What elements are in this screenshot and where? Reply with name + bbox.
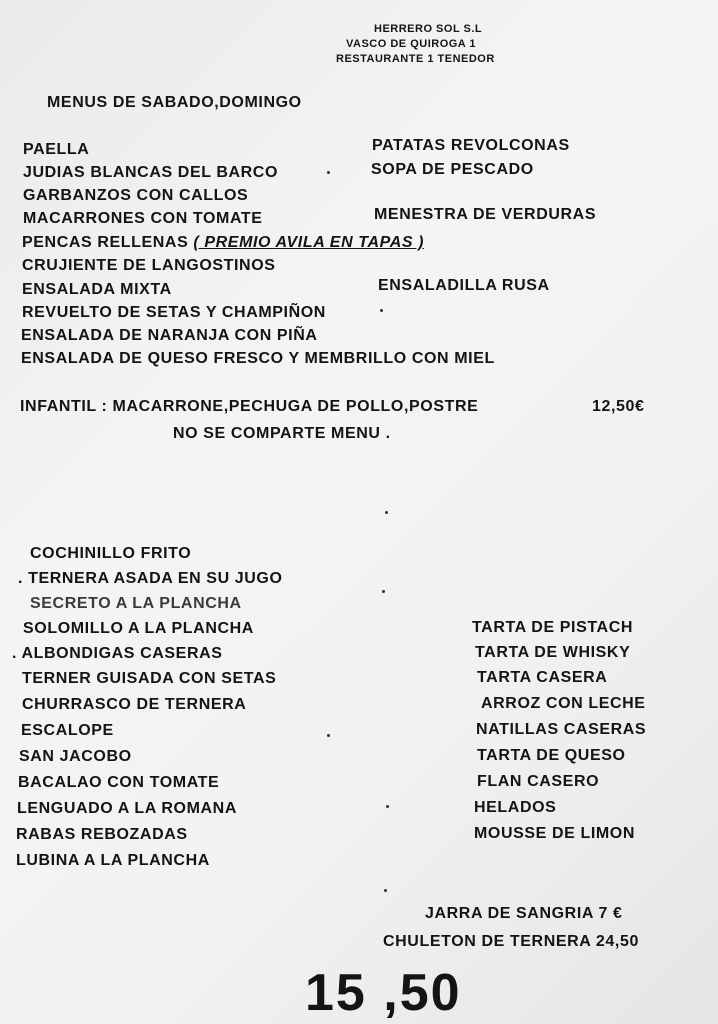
paper-speck bbox=[382, 590, 385, 593]
main-course-item: LENGUADO A LA ROMANA bbox=[17, 800, 237, 817]
main-course-item: SOLOMILLO A LA PLANCHA bbox=[23, 620, 254, 637]
first-course-item: ENSALADA DE NARANJA CON PIÑA bbox=[21, 327, 318, 344]
first-course-item: MACARRONES CON TOMATE bbox=[23, 210, 263, 227]
first-course-item-right: ENSALADILLA RUSA bbox=[378, 277, 550, 294]
restaurant-category: RESTAURANTE 1 TENEDOR bbox=[336, 53, 495, 65]
first-course-item-right: MENESTRA DE VERDURAS bbox=[374, 206, 597, 223]
dessert-item: TARTA DE QUESO bbox=[477, 747, 626, 764]
main-course-item: COCHINILLO FRITO bbox=[30, 545, 192, 562]
first-course-item: ENSALADA DE QUESO FRESCO Y MEMBRILLO CON MIEL bbox=[21, 350, 495, 367]
paper-speck bbox=[327, 734, 330, 737]
dessert-item: TARTA CASERA bbox=[477, 669, 608, 686]
main-course-item: SAN JACOBO bbox=[19, 748, 132, 765]
dessert-item: NATILLAS CASERAS bbox=[476, 721, 647, 738]
paper-speck bbox=[385, 511, 388, 514]
kids-menu: INFANTIL : MACARRONE,PECHUGA DE POLLO,POSTRE bbox=[20, 398, 479, 415]
main-course-item: ESCALOPE bbox=[21, 722, 114, 739]
dessert-item: FLAN CASERO bbox=[477, 773, 600, 790]
main-course-item: . ALBONDIGAS CASERAS bbox=[12, 645, 223, 662]
first-course-item: CRUJIENTE DE LANGOSTINOS bbox=[22, 257, 276, 274]
first-course-item: REVUELTO DE SETAS Y CHAMPIÑON bbox=[22, 304, 326, 321]
paper-speck bbox=[327, 171, 330, 174]
sangria-price: JARRA DE SANGRIA 7 € bbox=[425, 905, 623, 922]
company-name: HERRERO SOL S.L bbox=[374, 23, 483, 35]
main-course-item: CHURRASCO DE TERNERA bbox=[22, 696, 247, 713]
main-course-item: TERNER GUISADA CON SETAS bbox=[22, 670, 277, 687]
first-course-label: PENCAS RELLENAS bbox=[22, 234, 189, 251]
dessert-item: TARTA DE PISTACH bbox=[472, 619, 633, 636]
main-course-item: BACALAO CON TOMATE bbox=[18, 774, 220, 791]
sharing-note: NO SE COMPARTE MENU . bbox=[173, 425, 391, 442]
main-course-item: SECRETO A LA PLANCHA bbox=[30, 595, 242, 612]
first-course-item-right: SOPA DE PESCADO bbox=[371, 161, 534, 178]
first-course-item bbox=[22, 233, 424, 253]
first-course-item-right: PATATAS REVOLCONAS bbox=[372, 137, 570, 154]
award-note: ( PREMIO AVILA EN TAPAS ) bbox=[193, 234, 425, 251]
paper-speck bbox=[380, 309, 383, 312]
chuleton-price: CHULETON DE TERNERA 24,50 bbox=[383, 933, 639, 950]
dessert-item: HELADOS bbox=[474, 799, 557, 816]
dessert-item: TARTA DE WHISKY bbox=[475, 644, 631, 661]
dessert-item: ARROZ CON LECHE bbox=[481, 695, 646, 712]
menu-title: MENUS DE SABADO,DOMINGO bbox=[47, 94, 302, 111]
paper-speck bbox=[384, 889, 387, 892]
menu-price: 15 ,50 bbox=[305, 964, 462, 1022]
kids-menu-price: 12,50€ bbox=[592, 398, 645, 415]
main-course-item: . TERNERA ASADA EN SU JUGO bbox=[18, 570, 283, 587]
dessert-item: MOUSSE DE LIMON bbox=[474, 825, 636, 842]
first-course-item: GARBANZOS CON CALLOS bbox=[23, 187, 249, 204]
company-address: VASCO DE QUIROGA 1 bbox=[346, 38, 477, 50]
main-course-item: LUBINA A LA PLANCHA bbox=[16, 852, 210, 869]
main-course-item: RABAS REBOZADAS bbox=[16, 826, 188, 843]
first-course-item: ENSALADA MIXTA bbox=[22, 281, 172, 298]
first-course-item: PAELLA bbox=[23, 141, 90, 158]
first-course-item: JUDIAS BLANCAS DEL BARCO bbox=[23, 164, 279, 181]
paper-speck bbox=[386, 805, 389, 808]
